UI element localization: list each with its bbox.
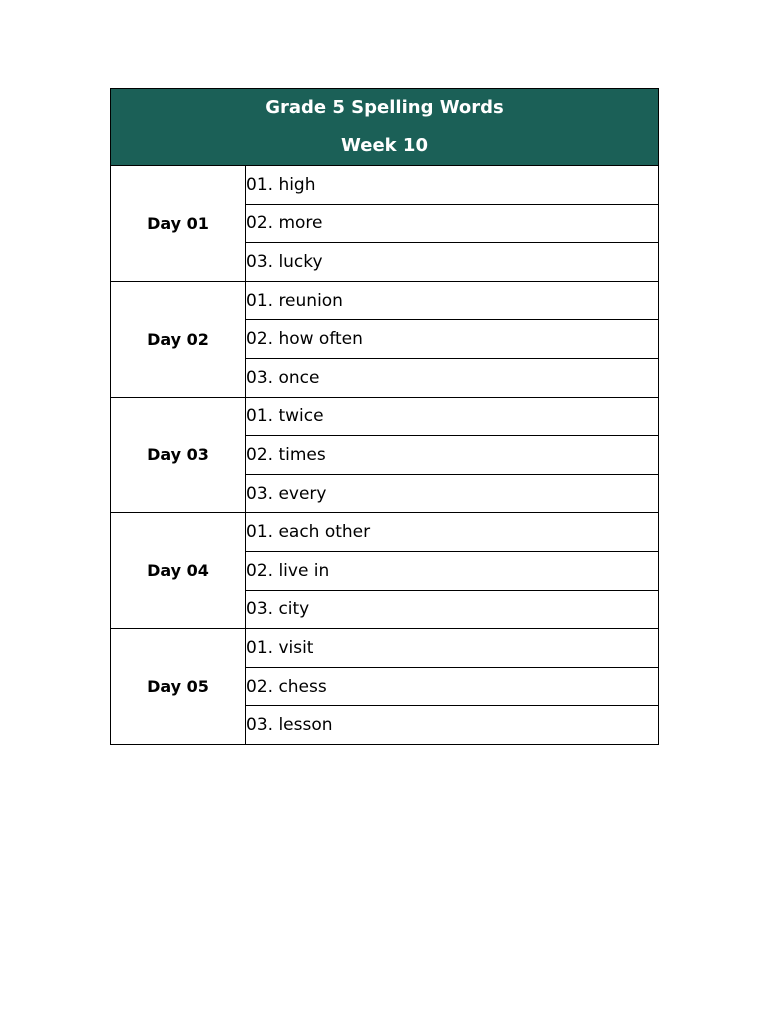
word-cell: 01. twice [246,397,659,436]
sheet-title: Grade 5 Spelling Words [265,97,504,118]
spelling-table [110,88,659,745]
word-cell: 02. times [246,436,659,475]
word-cell: 03. every [246,474,659,513]
table-row [111,513,659,552]
word-cell: 02. how often [246,320,659,359]
table-row [111,397,659,436]
word-cell: 01. high [246,166,659,205]
day-label: Day 01 [111,166,246,282]
word-cell: 01. reunion [246,281,659,320]
day-label: Day 05 [111,629,246,745]
day-label: Day 04 [111,513,246,629]
table-row [111,629,659,668]
word-cell: 03. city [246,590,659,629]
table-row [111,281,659,320]
word-cell: 02. more [246,204,659,243]
word-cell: 02. chess [246,667,659,706]
word-cell: 03. lucky [246,243,659,282]
word-cell: 02. live in [246,551,659,590]
day-label: Day 02 [111,281,246,397]
word-cell: 01. each other [246,513,659,552]
spelling-sheet [110,88,658,745]
header-row [111,89,659,166]
table-row [111,166,659,205]
word-cell: 01. visit [246,629,659,668]
word-cell: 03. once [246,358,659,397]
week-label: Week 10 [341,135,428,156]
day-label: Day 03 [111,397,246,513]
word-cell: 03. lesson [246,706,659,745]
table-header [111,89,659,166]
